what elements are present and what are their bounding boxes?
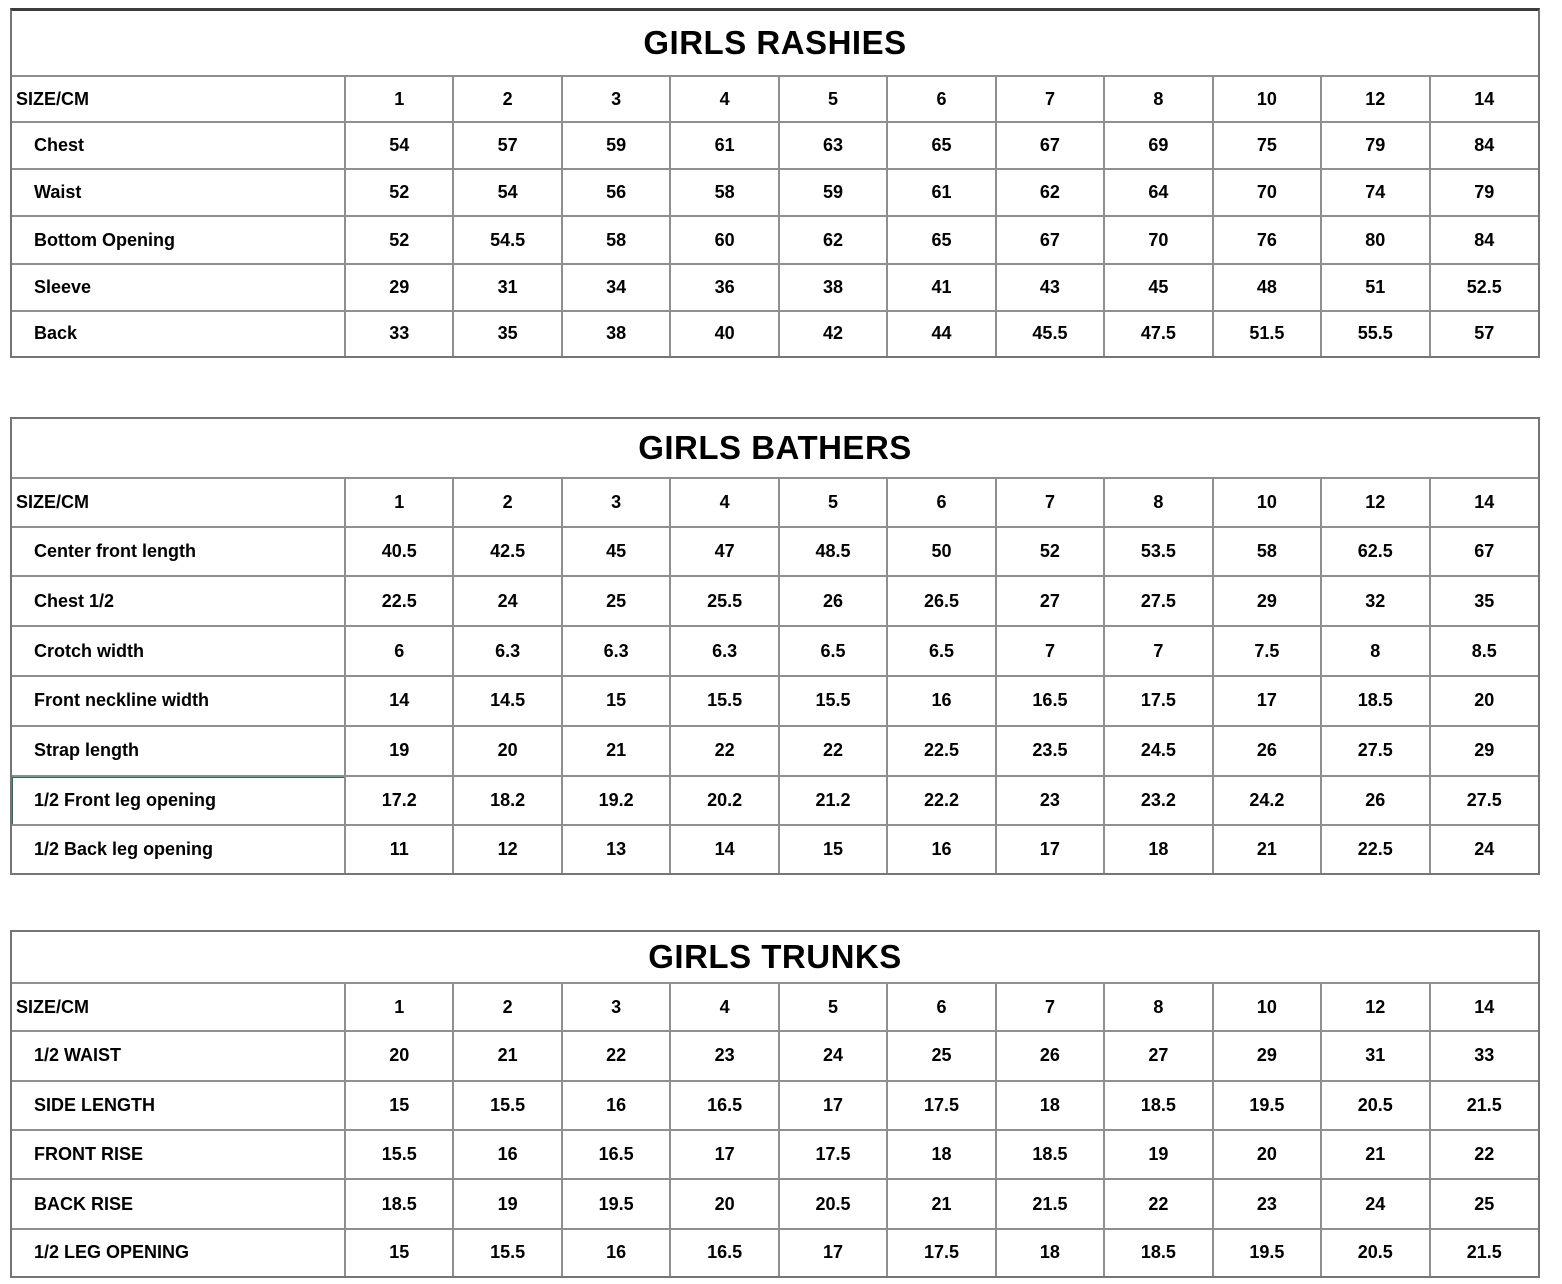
value-cell[interactable]: 19.5 [1213, 1229, 1321, 1276]
value-cell[interactable]: 21.5 [1430, 1229, 1538, 1276]
table-row [12, 264, 1538, 311]
row-label-cell[interactable]: BACK RISE [12, 1179, 345, 1228]
value-cell[interactable]: 24 [1321, 1179, 1429, 1228]
size-header-cell[interactable]: 4 [670, 479, 778, 527]
value-cell[interactable]: 55.5 [1321, 311, 1429, 356]
size-header-cell[interactable]: 5 [779, 479, 887, 527]
size-header-cell[interactable]: 4 [670, 77, 778, 122]
value-cell[interactable]: 23 [670, 1031, 778, 1080]
table-row [12, 576, 1538, 626]
header-row [12, 479, 1538, 527]
value-cell[interactable]: 33 [345, 311, 453, 356]
size-header-cell[interactable]: 12 [1321, 479, 1429, 527]
value-cell[interactable]: 19 [345, 726, 453, 776]
table-title-girls-bathers[interactable]: GIRLS BATHERS [12, 419, 1538, 479]
value-cell[interactable]: 38 [779, 264, 887, 311]
value-cell[interactable]: 8 [1321, 626, 1429, 676]
value-cell[interactable]: 15.5 [345, 1130, 453, 1179]
value-cell[interactable]: 19.2 [562, 776, 670, 826]
value-cell[interactable]: 15.5 [670, 676, 778, 726]
value-cell[interactable]: 22 [562, 1031, 670, 1080]
row-label-cell[interactable]: Sleeve [12, 264, 345, 311]
size-header-cell[interactable]: 8 [1104, 77, 1212, 122]
size-header-cell[interactable]: 2 [453, 479, 561, 527]
row-label-cell[interactable]: Chest [12, 122, 345, 169]
size-header-cell[interactable]: 6 [887, 479, 995, 527]
value-cell[interactable]: 26.5 [887, 576, 995, 626]
table-title-girls-rashies[interactable]: GIRLS RASHIES [12, 11, 1538, 77]
row-label-cell[interactable]: 1/2 Back leg opening [12, 825, 345, 873]
value-cell[interactable]: 22.5 [345, 576, 453, 626]
value-cell[interactable]: 20 [1430, 676, 1538, 726]
value-cell[interactable]: 16.5 [670, 1081, 778, 1130]
size-header-cell[interactable]: 14 [1430, 479, 1538, 527]
value-cell[interactable]: 57 [453, 122, 561, 169]
value-cell[interactable]: 20 [670, 1179, 778, 1228]
value-cell[interactable]: 24 [453, 576, 561, 626]
value-cell[interactable]: 51 [1321, 264, 1429, 311]
size-header-cell[interactable]: 5 [779, 984, 887, 1031]
value-cell[interactable]: 15 [779, 825, 887, 873]
value-cell[interactable]: 20.5 [779, 1179, 887, 1228]
size-cm-header-cell[interactable]: SIZE/CM [12, 77, 345, 122]
table-row [12, 122, 1538, 169]
value-cell[interactable]: 16 [562, 1229, 670, 1276]
table-row [12, 1031, 1538, 1080]
value-cell[interactable]: 17.5 [1104, 676, 1212, 726]
value-cell[interactable]: 22 [670, 726, 778, 776]
value-cell[interactable]: 70 [1213, 169, 1321, 216]
value-cell[interactable]: 18 [996, 1229, 1104, 1276]
size-header-cell[interactable]: 10 [1213, 77, 1321, 122]
size-header-cell[interactable]: 2 [453, 77, 561, 122]
value-cell[interactable]: 13 [562, 825, 670, 873]
value-cell[interactable]: 52 [345, 216, 453, 263]
value-cell[interactable]: 36 [670, 264, 778, 311]
value-cell[interactable]: 6.3 [562, 626, 670, 676]
value-cell[interactable]: 67 [996, 216, 1104, 263]
value-cell[interactable]: 17.5 [779, 1130, 887, 1179]
size-header-cell[interactable]: 3 [562, 479, 670, 527]
value-cell[interactable]: 75 [1213, 122, 1321, 169]
value-cell[interactable]: 16 [453, 1130, 561, 1179]
value-cell[interactable]: 20 [345, 1031, 453, 1080]
value-cell[interactable]: 29 [1213, 1031, 1321, 1080]
row-label-cell[interactable]: Waist [12, 169, 345, 216]
value-cell[interactable]: 43 [996, 264, 1104, 311]
value-cell[interactable]: 17 [779, 1081, 887, 1130]
value-cell[interactable]: 17.2 [345, 776, 453, 826]
value-cell[interactable]: 18 [887, 1130, 995, 1179]
value-cell[interactable]: 20 [1213, 1130, 1321, 1179]
value-cell[interactable]: 35 [453, 311, 561, 356]
row-label-cell[interactable]: Back [12, 311, 345, 356]
value-cell[interactable]: 15 [345, 1081, 453, 1130]
value-cell[interactable]: 84 [1430, 122, 1538, 169]
row-label-cell[interactable]: FRONT RISE [12, 1130, 345, 1179]
size-grid-girls-rashies [12, 77, 1538, 356]
value-cell[interactable]: 14 [345, 676, 453, 726]
value-cell[interactable]: 24 [779, 1031, 887, 1080]
value-cell[interactable]: 17 [779, 1229, 887, 1276]
value-cell[interactable]: 25 [887, 1031, 995, 1080]
value-cell[interactable]: 20 [453, 726, 561, 776]
value-cell[interactable]: 58 [670, 169, 778, 216]
value-cell[interactable]: 62 [996, 169, 1104, 216]
value-cell[interactable]: 29 [345, 264, 453, 311]
value-cell[interactable]: 22 [1104, 1179, 1212, 1228]
value-cell[interactable]: 17.5 [887, 1081, 995, 1130]
value-cell[interactable]: 51.5 [1213, 311, 1321, 356]
row-label-cell[interactable]: 1/2 LEG OPENING [12, 1229, 345, 1276]
value-cell[interactable]: 45.5 [996, 311, 1104, 356]
value-cell[interactable]: 18.5 [1104, 1081, 1212, 1130]
value-cell[interactable]: 23 [1213, 1179, 1321, 1228]
row-label-cell[interactable]: Front neckline width [12, 676, 345, 726]
table-row [12, 1130, 1538, 1179]
size-header-cell[interactable]: 14 [1430, 984, 1538, 1031]
table-row [12, 527, 1538, 577]
selection-fill-handle[interactable] [343, 823, 345, 825]
spreadsheet-page [0, 8, 1562, 1284]
value-cell[interactable]: 57 [1430, 311, 1538, 356]
value-cell[interactable]: 15.5 [453, 1229, 561, 1276]
size-header-cell[interactable]: 4 [670, 984, 778, 1031]
size-header-cell[interactable]: 1 [345, 77, 453, 122]
value-cell[interactable]: 24.2 [1213, 776, 1321, 826]
value-cell[interactable]: 16 [887, 825, 995, 873]
value-cell[interactable]: 27.5 [1104, 576, 1212, 626]
table-row [12, 311, 1538, 356]
value-cell[interactable]: 29 [1430, 726, 1538, 776]
value-cell[interactable]: 47.5 [1104, 311, 1212, 356]
value-cell[interactable]: 53.5 [1104, 527, 1212, 577]
table-row [12, 169, 1538, 216]
table-girls-bathers [10, 417, 1540, 875]
value-cell[interactable]: 80 [1321, 216, 1429, 263]
value-cell[interactable]: 16.5 [996, 676, 1104, 726]
value-cell[interactable]: 19.5 [562, 1179, 670, 1228]
size-cm-header-cell[interactable]: SIZE/CM [12, 984, 345, 1031]
value-cell[interactable]: 61 [887, 169, 995, 216]
size-header-cell[interactable]: 1 [345, 984, 453, 1031]
value-cell[interactable]: 60 [670, 216, 778, 263]
value-cell[interactable]: 12 [453, 825, 561, 873]
value-cell[interactable]: 38 [562, 311, 670, 356]
value-cell[interactable]: 6.5 [887, 626, 995, 676]
value-cell[interactable]: 58 [1213, 527, 1321, 577]
value-cell[interactable]: 15 [562, 676, 670, 726]
value-cell[interactable]: 59 [562, 122, 670, 169]
size-cm-header-cell[interactable]: SIZE/CM [12, 479, 345, 527]
value-cell[interactable]: 18 [1104, 825, 1212, 873]
value-cell[interactable]: 21 [1321, 1130, 1429, 1179]
value-cell[interactable]: 22 [1430, 1130, 1538, 1179]
value-cell[interactable]: 50 [887, 527, 995, 577]
value-cell[interactable]: 84 [1430, 216, 1538, 263]
header-row [12, 77, 1538, 122]
value-cell[interactable]: 18.5 [1321, 676, 1429, 726]
value-cell[interactable]: 22.5 [887, 726, 995, 776]
value-cell[interactable]: 29 [1213, 576, 1321, 626]
value-cell[interactable]: 15.5 [453, 1081, 561, 1130]
size-grid-girls-bathers [12, 479, 1538, 873]
value-cell[interactable]: 48 [1213, 264, 1321, 311]
value-cell[interactable]: 63 [779, 122, 887, 169]
size-header-cell[interactable]: 8 [1104, 479, 1212, 527]
value-cell[interactable]: 34 [562, 264, 670, 311]
value-cell[interactable]: 15 [345, 1229, 453, 1276]
row-label-cell[interactable]: Crotch width [12, 626, 345, 676]
size-header-cell[interactable]: 12 [1321, 77, 1429, 122]
value-cell[interactable]: 18.2 [453, 776, 561, 826]
value-cell[interactable]: 19.5 [1213, 1081, 1321, 1130]
table-title-girls-trunks[interactable]: GIRLS TRUNKS [12, 932, 1538, 984]
value-cell[interactable]: 20.5 [1321, 1229, 1429, 1276]
table-row [12, 1179, 1538, 1228]
value-cell[interactable]: 17 [670, 1130, 778, 1179]
value-cell[interactable]: 8.5 [1430, 626, 1538, 676]
value-cell[interactable]: 65 [887, 122, 995, 169]
value-cell[interactable]: 69 [1104, 122, 1212, 169]
size-header-cell[interactable]: 3 [562, 984, 670, 1031]
value-cell[interactable]: 27 [996, 576, 1104, 626]
value-cell[interactable]: 52 [996, 527, 1104, 577]
value-cell[interactable]: 7 [1104, 626, 1212, 676]
table-girls-trunks [10, 930, 1540, 1278]
value-cell[interactable]: 44 [887, 311, 995, 356]
value-cell[interactable]: 31 [1321, 1031, 1429, 1080]
value-cell[interactable]: 17 [996, 825, 1104, 873]
table-row [12, 825, 1538, 873]
value-cell[interactable]: 16.5 [562, 1130, 670, 1179]
size-grid-girls-trunks [12, 984, 1538, 1276]
value-cell[interactable]: 35 [1430, 576, 1538, 626]
size-header-cell[interactable]: 7 [996, 984, 1104, 1031]
value-cell[interactable]: 40.5 [345, 527, 453, 577]
value-cell[interactable]: 21.5 [1430, 1081, 1538, 1130]
size-header-cell[interactable]: 2 [453, 984, 561, 1031]
value-cell[interactable]: 62 [779, 216, 887, 263]
value-cell[interactable]: 42 [779, 311, 887, 356]
value-cell[interactable]: 22 [779, 726, 887, 776]
value-cell[interactable]: 70 [1104, 216, 1212, 263]
value-cell[interactable]: 14 [670, 825, 778, 873]
value-cell[interactable]: 27.5 [1321, 726, 1429, 776]
value-cell[interactable]: 18.5 [996, 1130, 1104, 1179]
value-cell[interactable]: 24 [1430, 825, 1538, 873]
value-cell[interactable]: 18 [996, 1081, 1104, 1130]
value-cell[interactable]: 15.5 [779, 676, 887, 726]
value-cell[interactable]: 19 [453, 1179, 561, 1228]
value-cell[interactable]: 26 [1213, 726, 1321, 776]
value-cell[interactable]: 24.5 [1104, 726, 1212, 776]
value-cell[interactable]: 45 [562, 527, 670, 577]
value-cell[interactable]: 67 [1430, 527, 1538, 577]
value-cell[interactable]: 52 [345, 169, 453, 216]
table-row [12, 1229, 1538, 1276]
value-cell[interactable]: 27.5 [1430, 776, 1538, 826]
value-cell[interactable]: 23 [996, 776, 1104, 826]
value-cell[interactable]: 61 [670, 122, 778, 169]
size-header-cell[interactable]: 8 [1104, 984, 1212, 1031]
value-cell[interactable]: 23.2 [1104, 776, 1212, 826]
value-cell[interactable]: 21 [1213, 825, 1321, 873]
value-cell[interactable]: 26 [1321, 776, 1429, 826]
value-cell[interactable]: 45 [1104, 264, 1212, 311]
selection-border [12, 776, 345, 826]
value-cell[interactable]: 48.5 [779, 527, 887, 577]
size-header-cell[interactable]: 7 [996, 479, 1104, 527]
value-cell[interactable]: 47 [670, 527, 778, 577]
size-header-cell[interactable]: 10 [1213, 479, 1321, 527]
value-cell[interactable]: 16.5 [670, 1229, 778, 1276]
value-cell[interactable]: 42.5 [453, 527, 561, 577]
value-cell[interactable]: 21.2 [779, 776, 887, 826]
row-label-cell[interactable]: 1/2 WAIST [12, 1031, 345, 1080]
value-cell[interactable]: 41 [887, 264, 995, 311]
value-cell[interactable]: 16 [562, 1081, 670, 1130]
value-cell[interactable]: 20.5 [1321, 1081, 1429, 1130]
value-cell[interactable]: 54 [453, 169, 561, 216]
value-cell[interactable]: 25 [562, 576, 670, 626]
size-header-cell[interactable]: 1 [345, 479, 453, 527]
value-cell[interactable]: 26 [996, 1031, 1104, 1080]
value-cell[interactable]: 18.5 [1104, 1229, 1212, 1276]
value-cell[interactable]: 79 [1321, 122, 1429, 169]
table-row [12, 676, 1538, 726]
value-cell[interactable]: 21 [887, 1179, 995, 1228]
value-cell[interactable]: 62.5 [1321, 527, 1429, 577]
value-cell[interactable]: 6.3 [453, 626, 561, 676]
row-label-cell[interactable]: Center front length [12, 527, 345, 577]
value-cell[interactable]: 74 [1321, 169, 1429, 216]
value-cell[interactable]: 21.5 [996, 1179, 1104, 1228]
value-cell[interactable]: 76 [1213, 216, 1321, 263]
value-cell[interactable]: 6 [345, 626, 453, 676]
value-cell[interactable]: 17.5 [887, 1229, 995, 1276]
value-cell[interactable]: 67 [996, 122, 1104, 169]
value-cell[interactable]: 16 [887, 676, 995, 726]
value-cell[interactable]: 19 [1104, 1130, 1212, 1179]
value-cell[interactable]: 65 [887, 216, 995, 263]
value-cell[interactable]: 31 [453, 264, 561, 311]
size-header-cell[interactable]: 6 [887, 77, 995, 122]
value-cell[interactable]: 58 [562, 216, 670, 263]
value-cell[interactable]: 21 [453, 1031, 561, 1080]
value-cell[interactable]: 54 [345, 122, 453, 169]
value-cell[interactable]: 27 [1104, 1031, 1212, 1080]
table-row [12, 1081, 1538, 1130]
size-header-cell[interactable]: 3 [562, 77, 670, 122]
table-row [12, 726, 1538, 776]
value-cell[interactable]: 54.5 [453, 216, 561, 263]
row-label-cell[interactable]: 1/2 Front leg opening [12, 776, 345, 826]
value-cell[interactable]: 64 [1104, 169, 1212, 216]
value-cell[interactable]: 18.5 [345, 1179, 453, 1228]
value-cell[interactable]: 22.2 [887, 776, 995, 826]
value-cell[interactable]: 6.5 [779, 626, 887, 676]
value-cell[interactable]: 52.5 [1430, 264, 1538, 311]
value-cell[interactable]: 79 [1430, 169, 1538, 216]
value-cell[interactable]: 7 [996, 626, 1104, 676]
value-cell[interactable]: 6.3 [670, 626, 778, 676]
value-cell[interactable]: 7.5 [1213, 626, 1321, 676]
value-cell[interactable]: 17 [1213, 676, 1321, 726]
value-cell[interactable]: 26 [779, 576, 887, 626]
size-header-cell[interactable]: 12 [1321, 984, 1429, 1031]
value-cell[interactable]: 11 [345, 825, 453, 873]
table-row [12, 626, 1538, 676]
size-header-cell[interactable]: 14 [1430, 77, 1538, 122]
value-cell[interactable]: 56 [562, 169, 670, 216]
row-label-cell[interactable]: Strap length [12, 726, 345, 776]
value-cell[interactable]: 25 [1430, 1179, 1538, 1228]
size-header-cell[interactable]: 7 [996, 77, 1104, 122]
table-girls-rashies [10, 8, 1540, 358]
value-cell[interactable]: 21 [562, 726, 670, 776]
size-header-cell[interactable]: 10 [1213, 984, 1321, 1031]
row-label-cell[interactable]: Chest 1/2 [12, 576, 345, 626]
value-cell[interactable]: 32 [1321, 576, 1429, 626]
table-row [12, 776, 1538, 826]
value-cell[interactable]: 59 [779, 169, 887, 216]
header-row [12, 984, 1538, 1031]
value-cell[interactable]: 22.5 [1321, 825, 1429, 873]
row-label-cell[interactable]: Bottom Opening [12, 216, 345, 263]
value-cell[interactable]: 14.5 [453, 676, 561, 726]
value-cell[interactable]: 40 [670, 311, 778, 356]
table-row [12, 216, 1538, 263]
value-cell[interactable]: 25.5 [670, 576, 778, 626]
size-header-cell[interactable]: 6 [887, 984, 995, 1031]
row-label-cell[interactable]: SIDE LENGTH [12, 1081, 345, 1130]
value-cell[interactable]: 33 [1430, 1031, 1538, 1080]
size-header-cell[interactable]: 5 [779, 77, 887, 122]
value-cell[interactable]: 23.5 [996, 726, 1104, 776]
value-cell[interactable]: 20.2 [670, 776, 778, 826]
